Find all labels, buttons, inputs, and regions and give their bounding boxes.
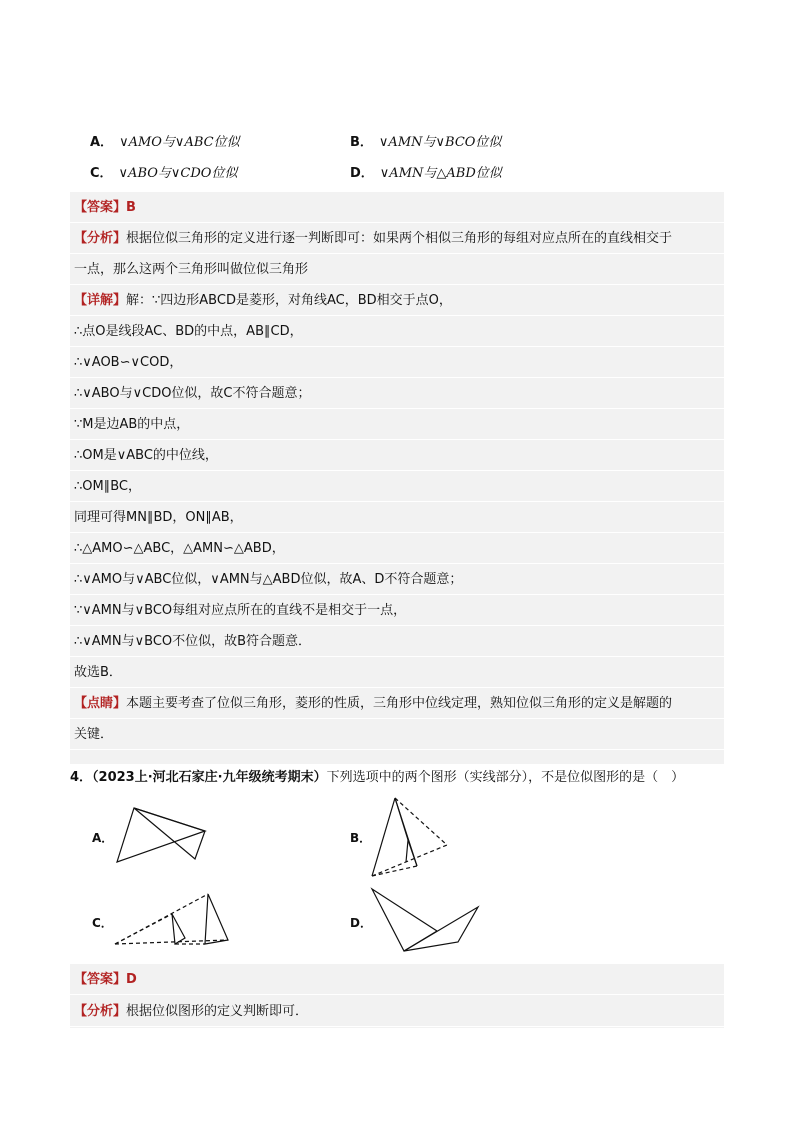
detail-text: 故选B． xyxy=(74,665,122,680)
analysis-line-q4 xyxy=(70,996,724,1027)
analysis-text-2: 一点，那么这两个三角形叫做位似三角形 xyxy=(74,262,309,277)
question-source: （2023上·河北石家庄·九年级统考期末） xyxy=(92,770,327,785)
figure-label-a: A． xyxy=(92,831,114,845)
figure-d-triangle-2 xyxy=(404,907,478,951)
comment-tag: 【点睛】 xyxy=(74,696,127,711)
detail-text: 解：∵四边形ABCD是菱形，对角线AC，BD相交于点O， xyxy=(126,293,452,308)
answer-value: B xyxy=(126,200,136,215)
figure-label-c: C． xyxy=(92,916,113,930)
analysis-text-1: 根据位似三角形的定义进行逐一判断即可：如果两个相似三角形的每组对应点所在的直线相交于 xyxy=(126,231,673,246)
detail-text: ∴∨AOB∽∨COD， xyxy=(74,355,183,370)
option-a-text: ∨AMO与∨ABC位似 xyxy=(119,135,240,150)
analysis-tag-q4: 【分析】 xyxy=(74,1004,127,1019)
detail-text: ∴点O是线段AC、BD的中点，AB∥CD， xyxy=(74,324,303,339)
option-a-key: A． xyxy=(90,135,114,150)
comment-text-1: 本题主要考查了位似三角形，菱形的性质，三角形中位线定理，熟知位似三角形的定义是解题的 xyxy=(126,696,673,711)
detail-text: ∴OM∥BC， xyxy=(74,479,141,494)
answer-value-q4: D xyxy=(126,972,137,987)
analysis-tag: 【分析】 xyxy=(74,231,127,246)
option-c-key: C． xyxy=(90,166,113,181)
answer-line-q4 xyxy=(70,964,724,995)
detail-text: ∴∨AMN与∨BCO不位似，故B符合题意． xyxy=(74,634,312,649)
figure-d-triangle-1 xyxy=(372,889,437,951)
option-d-text: ∨AMN与△ABD位似 xyxy=(379,166,502,181)
option-d-key: D． xyxy=(350,166,374,181)
option-b-key: B． xyxy=(350,135,373,150)
question-number: 4． xyxy=(70,770,93,785)
detail-text: ∴∨AMO与∨ABC位似，∨AMN与△ABD位似，故A、D不符合题意； xyxy=(74,572,463,587)
detail-text: ∴OM是∨ABC的中位线， xyxy=(74,448,218,463)
analysis-text-q4: 根据位似图形的定义判断即可． xyxy=(126,1004,309,1019)
detail-text: 同理可得MN∥BD，ON∥AB， xyxy=(74,510,243,525)
comment-text-2: 关键． xyxy=(74,727,114,742)
detail-tag: 【详解】 xyxy=(74,293,127,308)
detail-text: ∴△AMO∽△ABC，△AMN∽△ABD， xyxy=(74,541,285,556)
figure-label-b: B． xyxy=(350,831,372,845)
detail-text: ∵M是边AB的中点， xyxy=(74,417,190,432)
answer-tag-q4: 【答案】 xyxy=(74,972,127,987)
question-text: 下列选项中的两个图形（实线部分），不是位似图形的是（ ） xyxy=(326,770,685,785)
option-c-text: ∨ABO与∨CDO位似 xyxy=(118,166,238,181)
figure-label-d: D． xyxy=(350,916,372,930)
detail-text: ∴∨ABO与∨CDO位似，故C不符合题意； xyxy=(74,386,311,401)
option-b-text: ∨AMN与∨BCO位似 xyxy=(378,135,502,150)
answer-tag: 【答案】 xyxy=(74,200,127,215)
detail-text: ∵∨AMN与∨BCO每组对应点所在的直线不是相交于一点， xyxy=(74,603,407,618)
solution-panel-q4 xyxy=(70,964,724,1028)
